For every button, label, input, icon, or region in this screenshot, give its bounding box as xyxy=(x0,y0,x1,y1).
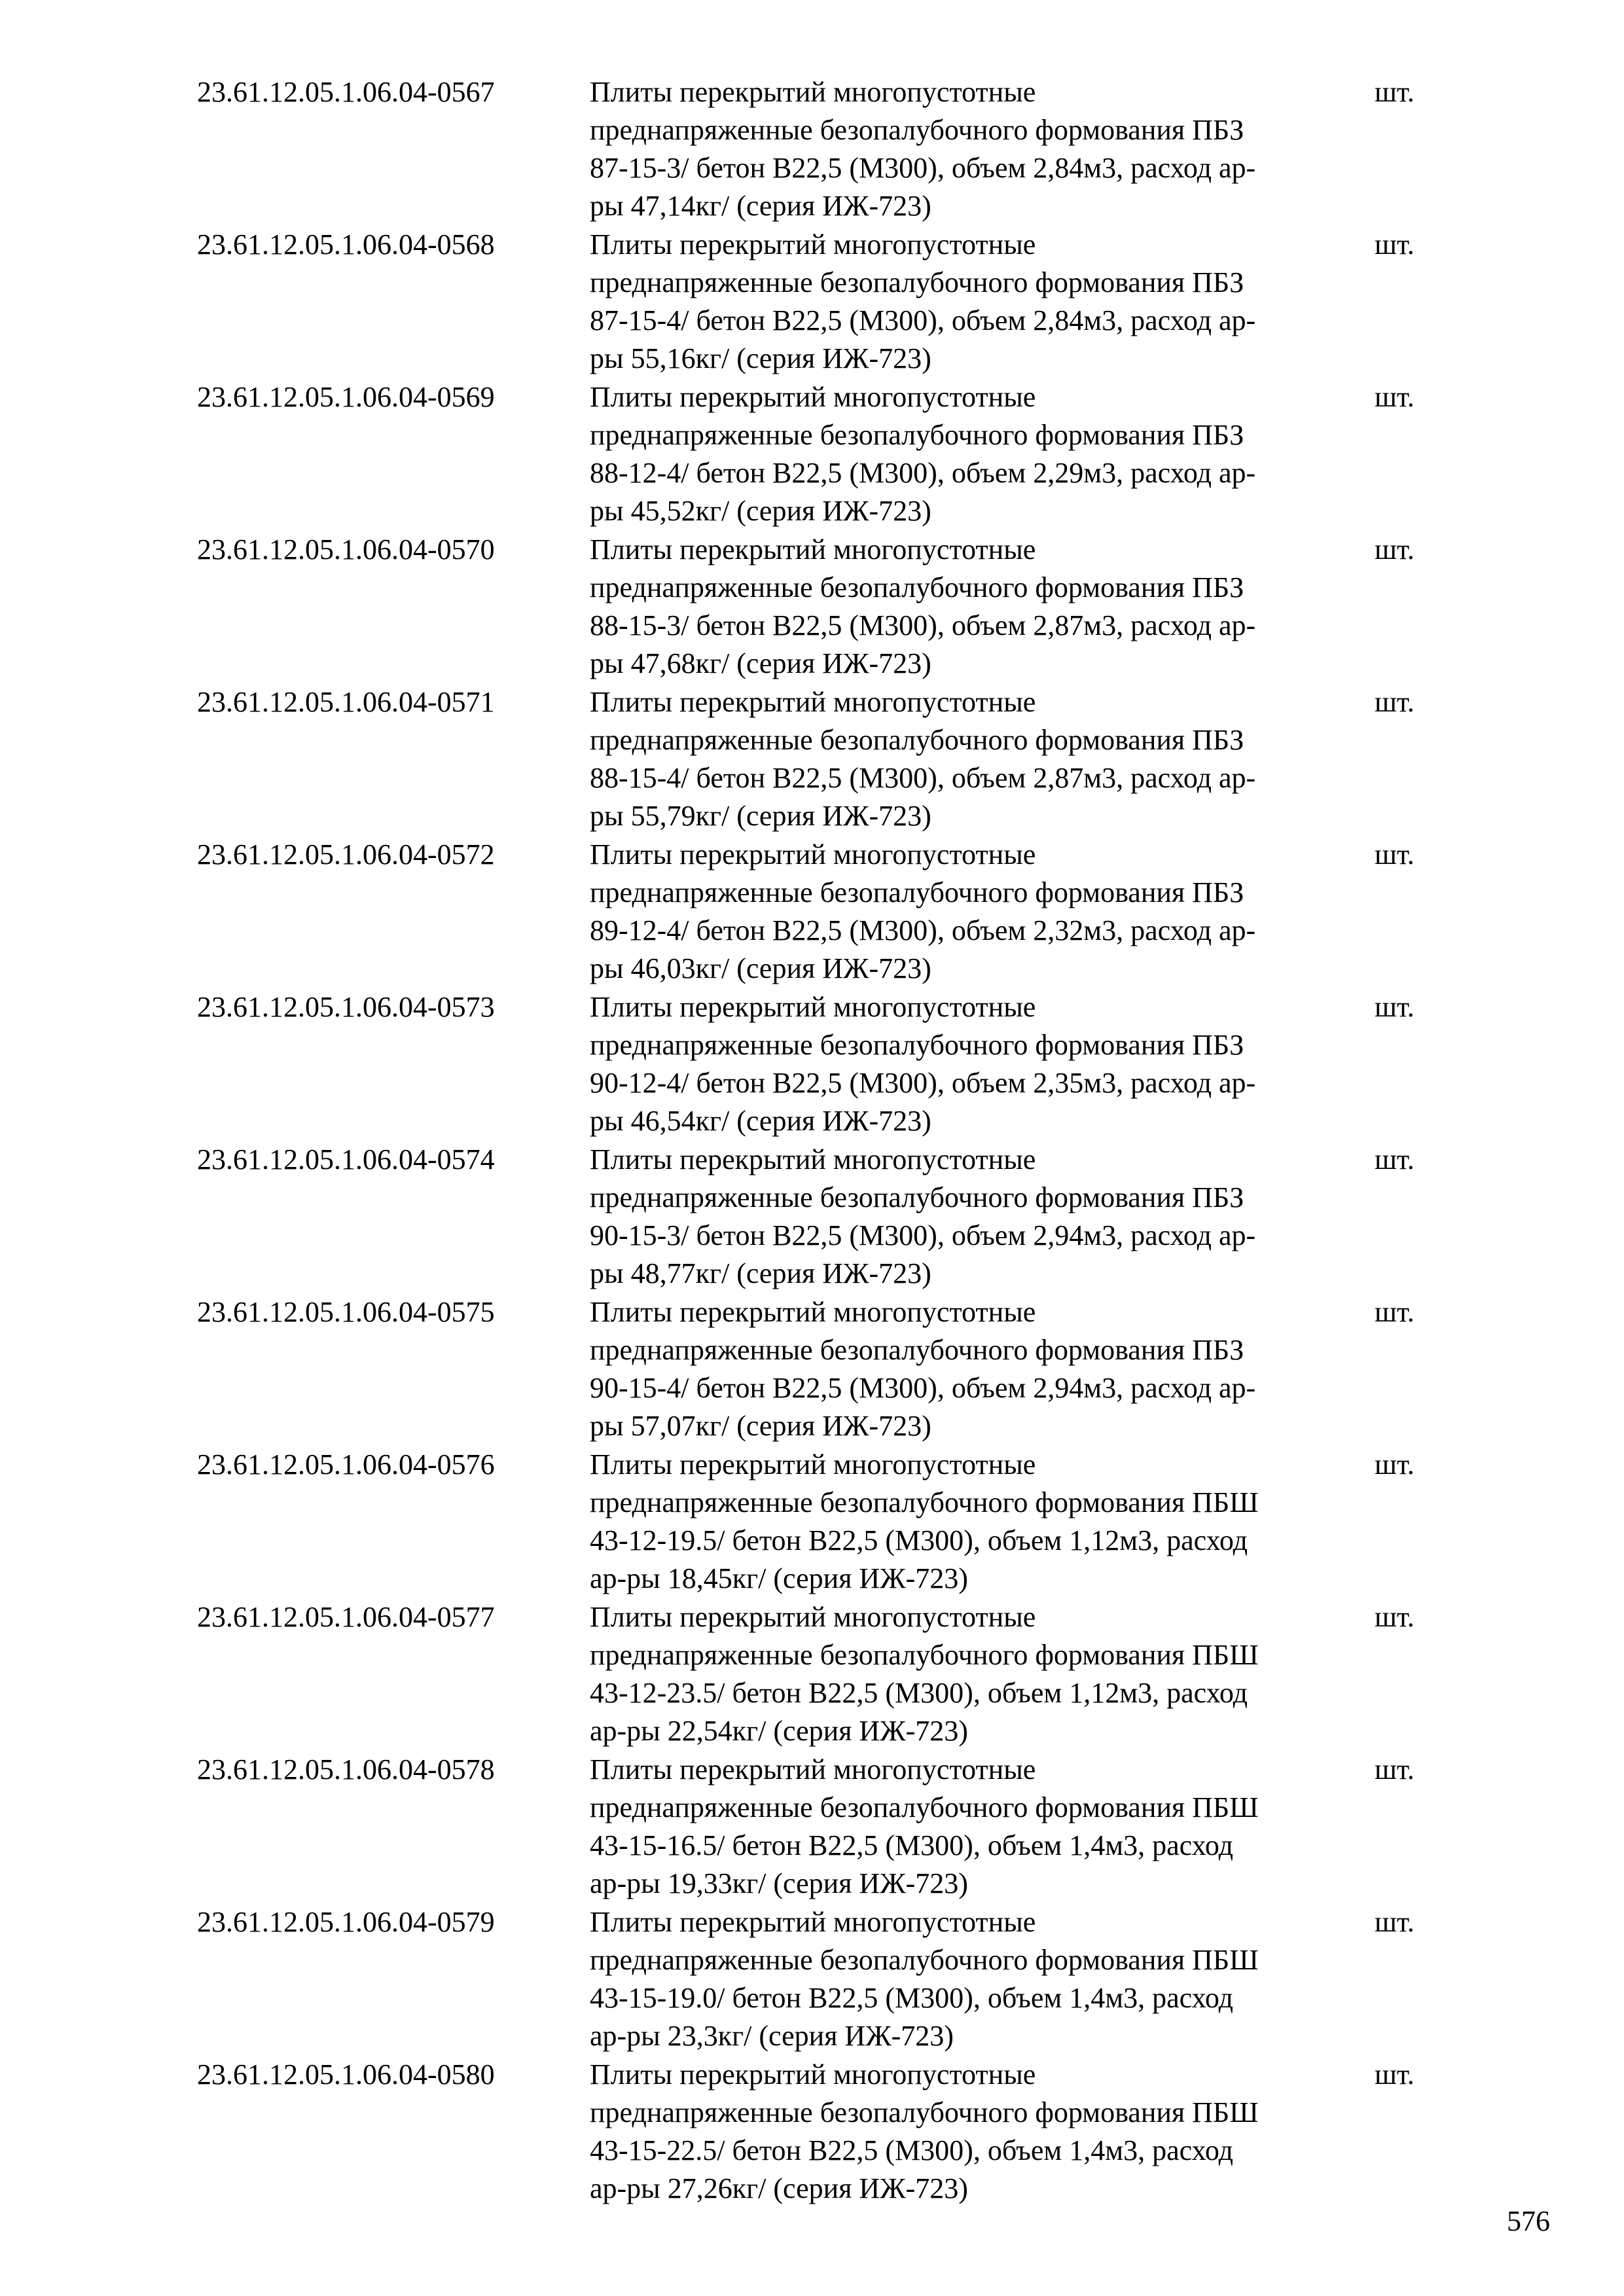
description-line: ры 47,14кг/ (серия ИЖ-723) xyxy=(590,190,931,222)
description-line: преднапряженные безопалубочного формования ПБЗ xyxy=(590,1181,1244,1213)
resource-description xyxy=(590,1598,1375,1750)
list-item xyxy=(0,1598,1624,1751)
description-line: ры 46,03кг/ (серия ИЖ-723) xyxy=(590,952,931,984)
description-line: 43-12-19.5/ бетон В22,5 (М300), объем 1,12м3, расход xyxy=(590,1524,1248,1556)
list-item xyxy=(0,378,1624,531)
description-line: преднапряженные безопалубочного формования ПБЗ xyxy=(590,266,1244,298)
description-line: Плиты перекрытий многопустотные xyxy=(590,686,1036,718)
unit-of-measure: шт. xyxy=(1375,533,1415,565)
unit-of-measure: шт. xyxy=(1375,838,1415,870)
description-line: ар-ры 22,54кг/ (серия ИЖ-723) xyxy=(590,1715,968,1747)
list-item xyxy=(0,226,1624,378)
list-item xyxy=(0,836,1624,988)
description-line: преднапряженные безопалубочного формования ПБШ xyxy=(590,2096,1259,2128)
description-line: преднапряженные безопалубочного формования ПБЗ xyxy=(590,419,1244,451)
description-line: 43-15-16.5/ бетон В22,5 (М300), объем 1,4м3, расход xyxy=(590,1829,1234,1861)
unit-of-measure: шт. xyxy=(1375,381,1415,413)
list-item xyxy=(0,1141,1624,1293)
unit-of-measure: шт. xyxy=(1375,991,1415,1023)
list-item xyxy=(0,73,1624,226)
description-line: преднапряженные безопалубочного формования ПБЗ xyxy=(590,114,1244,146)
list-item xyxy=(0,988,1624,1141)
description-line: ар-ры 18,45кг/ (серия ИЖ-723) xyxy=(590,1562,968,1594)
description-line: 88-15-4/ бетон В22,5 (М300), объем 2,87м3, расход ар- xyxy=(590,762,1256,794)
description-line: Плиты перекрытий многопустотные xyxy=(590,228,1036,260)
unit-of-measure: шт. xyxy=(1375,686,1415,718)
description-line: преднапряженные безопалубочного формования ПБЗ xyxy=(590,876,1244,908)
description-line: Плиты перекрытий многопустотные xyxy=(590,991,1036,1023)
resource-description xyxy=(590,1141,1375,1293)
description-line: 87-15-3/ бетон В22,5 (М300), объем 2,84м3, расход ар- xyxy=(590,152,1256,184)
description-line: 90-12-4/ бетон В22,5 (М300), объем 2,35м3, расход ар- xyxy=(590,1067,1256,1099)
description-line: ры 55,79кг/ (серия ИЖ-723) xyxy=(590,800,931,832)
description-line: Плиты перекрытий многопустотные xyxy=(590,76,1036,108)
unit-of-measure: шт. xyxy=(1375,1906,1415,1938)
description-line: ар-ры 23,3кг/ (серия ИЖ-723) xyxy=(590,2020,954,2052)
description-line: Плиты перекрытий многопустотные xyxy=(590,1753,1036,1785)
resource-code: 23.61.12.05.1.06.04-0570 xyxy=(197,533,495,565)
description-line: Плиты перекрытий многопустотные xyxy=(590,1601,1036,1633)
list-item xyxy=(0,531,1624,683)
list-item xyxy=(0,1446,1624,1598)
unit-of-measure: шт. xyxy=(1375,1448,1415,1480)
description-line: ры 47,68кг/ (серия ИЖ-723) xyxy=(590,647,931,679)
description-line: ар-ры 27,26кг/ (серия ИЖ-723) xyxy=(590,2172,968,2204)
unit-of-measure: шт. xyxy=(1375,1296,1415,1328)
resource-code: 23.61.12.05.1.06.04-0573 xyxy=(197,991,495,1023)
description-line: преднапряженные безопалубочного формования ПБЗ xyxy=(590,724,1244,756)
description-line: ры 48,77кг/ (серия ИЖ-723) xyxy=(590,1257,931,1289)
description-line: 43-12-23.5/ бетон В22,5 (М300), объем 1,12м3, расход xyxy=(590,1677,1248,1709)
description-line: Плиты перекрытий многопустотные xyxy=(590,838,1036,870)
resource-description xyxy=(590,836,1375,988)
resource-description xyxy=(590,1903,1375,2055)
list-item xyxy=(0,1751,1624,1903)
description-line: преднапряженные безопалубочного формования ПБШ xyxy=(590,1486,1259,1518)
resource-description xyxy=(590,73,1375,225)
resource-code: 23.61.12.05.1.06.04-0577 xyxy=(197,1601,495,1633)
description-line: преднапряженные безопалубочного формования ПБШ xyxy=(590,1639,1259,1671)
description-line: ры 46,54кг/ (серия ИЖ-723) xyxy=(590,1105,931,1137)
description-line: Плиты перекрытий многопустотные xyxy=(590,1143,1036,1175)
description-line: 43-15-19.0/ бетон В22,5 (М300), объем 1,4м3, расход xyxy=(590,1982,1234,2014)
description-line: 89-12-4/ бетон В22,5 (М300), объем 2,32м3, расход ар- xyxy=(590,914,1256,946)
resource-code: 23.61.12.05.1.06.04-0567 xyxy=(197,76,495,108)
description-line: ар-ры 19,33кг/ (серия ИЖ-723) xyxy=(590,1867,968,1899)
list-item xyxy=(0,2056,1624,2208)
unit-of-measure: шт. xyxy=(1375,228,1415,260)
description-line: Плиты перекрытий многопустотные xyxy=(590,1296,1036,1328)
resource-code: 23.61.12.05.1.06.04-0579 xyxy=(197,1906,495,1938)
page-number: 576 xyxy=(1507,2205,1550,2237)
resource-code: 23.61.12.05.1.06.04-0568 xyxy=(197,228,495,260)
resource-code: 23.61.12.05.1.06.04-0576 xyxy=(197,1448,495,1480)
list-item xyxy=(0,1293,1624,1446)
description-line: 88-15-3/ бетон В22,5 (М300), объем 2,87м3, расход ар- xyxy=(590,609,1256,641)
description-line: преднапряженные безопалубочного формования ПБЗ xyxy=(590,1334,1244,1366)
unit-of-measure: шт. xyxy=(1375,2058,1415,2090)
description-line: 87-15-4/ бетон В22,5 (М300), объем 2,84м3, расход ар- xyxy=(590,304,1256,336)
description-line: Плиты перекрытий многопустотные xyxy=(590,2058,1036,2090)
resource-description xyxy=(590,2056,1375,2208)
description-line: 43-15-22.5/ бетон В22,5 (М300), объем 1,4м3, расход xyxy=(590,2134,1234,2166)
list-item xyxy=(0,1903,1624,2056)
description-line: преднапряженные безопалубочного формования ПБШ xyxy=(590,1944,1259,1976)
resource-description xyxy=(590,226,1375,378)
resource-code: 23.61.12.05.1.06.04-0571 xyxy=(197,686,495,718)
description-line: 90-15-4/ бетон В22,5 (М300), объем 2,94м3, расход ар- xyxy=(590,1372,1256,1404)
resource-code: 23.61.12.05.1.06.04-0578 xyxy=(197,1753,495,1785)
resource-description xyxy=(590,683,1375,835)
resource-description xyxy=(590,1446,1375,1598)
unit-of-measure: шт. xyxy=(1375,1143,1415,1175)
description-line: ры 57,07кг/ (серия ИЖ-723) xyxy=(590,1410,931,1442)
resource-description xyxy=(590,1751,1375,1903)
resource-description xyxy=(590,988,1375,1140)
unit-of-measure: шт. xyxy=(1375,1601,1415,1633)
resource-code: 23.61.12.05.1.06.04-0574 xyxy=(197,1143,495,1175)
description-line: 88-12-4/ бетон В22,5 (М300), объем 2,29м3, расход ар- xyxy=(590,457,1256,489)
resource-description xyxy=(590,531,1375,683)
resource-description xyxy=(590,1293,1375,1445)
description-line: ры 55,16кг/ (серия ИЖ-723) xyxy=(590,342,931,374)
resource-code: 23.61.12.05.1.06.04-0569 xyxy=(197,381,495,413)
unit-of-measure: шт. xyxy=(1375,76,1415,108)
resource-description xyxy=(590,378,1375,530)
resource-code: 23.61.12.05.1.06.04-0575 xyxy=(197,1296,495,1328)
description-line: Плиты перекрытий многопустотные xyxy=(590,1906,1036,1938)
price-list xyxy=(0,73,1624,2208)
description-line: Плиты перекрытий многопустотные xyxy=(590,381,1036,413)
resource-code: 23.61.12.05.1.06.04-0572 xyxy=(197,838,495,870)
unit-of-measure: шт. xyxy=(1375,1753,1415,1785)
description-line: ры 45,52кг/ (серия ИЖ-723) xyxy=(590,495,931,527)
description-line: Плиты перекрытий многопустотные xyxy=(590,533,1036,565)
description-line: преднапряженные безопалубочного формования ПБЗ xyxy=(590,571,1244,603)
list-item xyxy=(0,683,1624,836)
description-line: Плиты перекрытий многопустотные xyxy=(590,1448,1036,1480)
resource-code: 23.61.12.05.1.06.04-0580 xyxy=(197,2058,495,2090)
description-line: преднапряженные безопалубочного формования ПБШ xyxy=(590,1791,1259,1823)
description-line: преднапряженные безопалубочного формования ПБЗ xyxy=(590,1029,1244,1061)
description-line: 90-15-3/ бетон В22,5 (М300), объем 2,94м3, расход ар- xyxy=(590,1219,1256,1251)
